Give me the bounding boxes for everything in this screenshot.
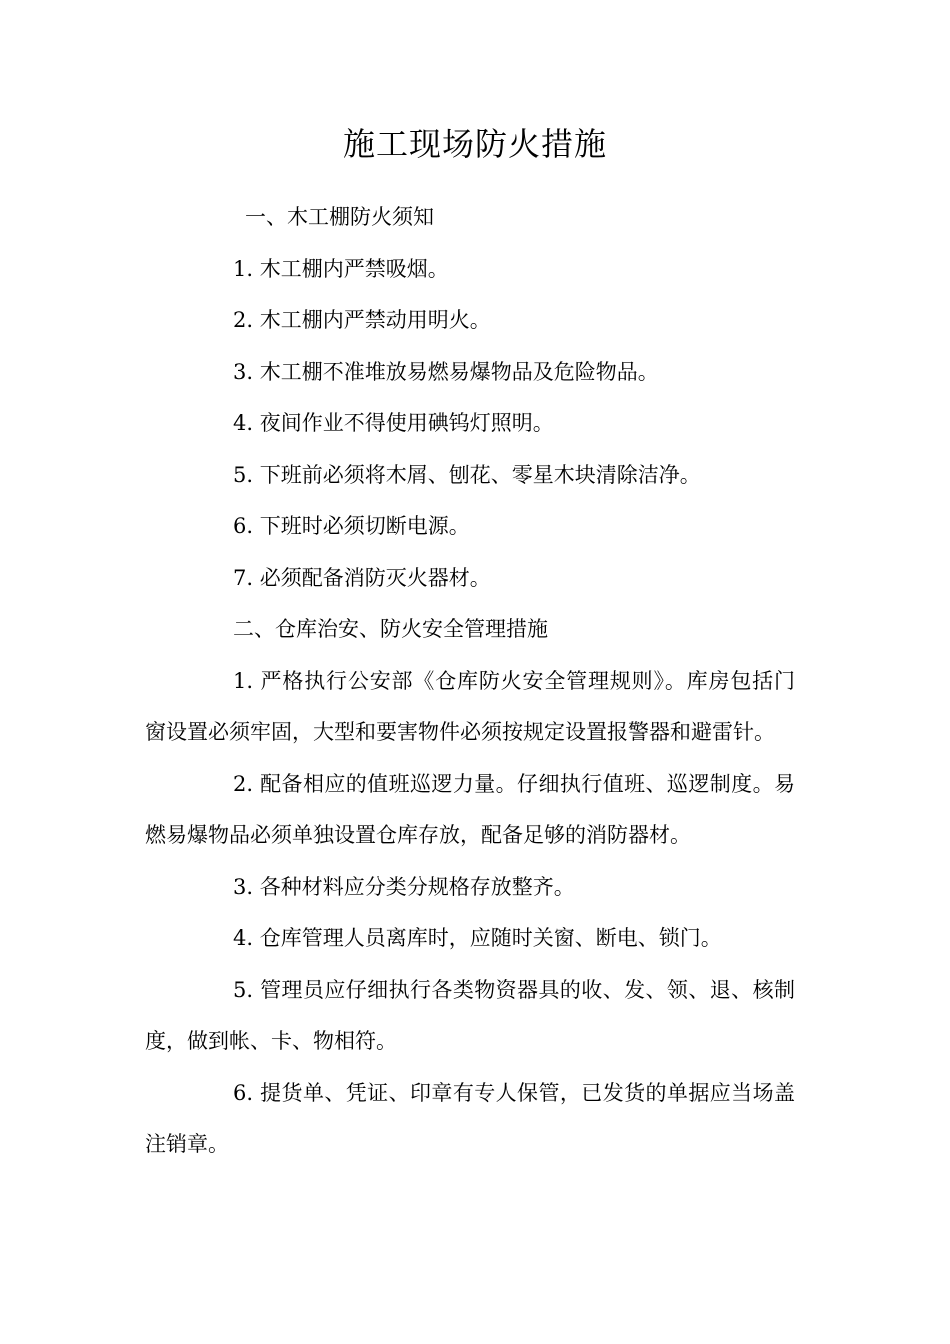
list-item: 4. 夜间作业不得使用碘钨灯照明。 [233, 411, 554, 435]
paragraph-item: 5. 管理员应仔细执行各类物资器具的收、发、领、退、核制度，做到帐、卡、物相符。 [145, 977, 795, 1053]
list-item: 3. 木工棚不准堆放易燃易爆物品及危险物品。 [233, 359, 659, 384]
paragraph-item: 3. 各种材料应分类分规格存放整齐。 [233, 874, 575, 899]
list-item: 6. 下班时必须切断电源。 [233, 514, 470, 538]
paragraph-item: 4. 仓库管理人员离库时，应随时关窗、断电、锁门。 [233, 926, 722, 950]
section-heading-1: 一、木工棚防火须知 [245, 205, 434, 229]
list-item: 1. 木工棚内严禁吸烟。 [233, 256, 449, 281]
list-item: 5. 下班前必须将木屑、刨花、零星木块清除洁净。 [233, 462, 701, 487]
paragraph-item: 1. 严格执行公安部《仓库防火安全管理规则》。库房包括门窗设置必须牢固，大型和要害物件必须按规定设置报警器和避雷针。 [145, 668, 795, 744]
paragraph-item: 2. 配备相应的值班巡逻力量。仔细执行值班、巡逻制度。易燃易爆物品必须单独设置仓库存放，配备足够的消防器材。 [145, 771, 795, 847]
section-heading-2: 二、仓库治安、防火安全管理措施 [233, 617, 548, 641]
document-body [145, 192, 795, 1171]
list-item: 7. 必须配备消防灭火器材。 [233, 565, 491, 590]
paragraph-item: 6. 提货单、凭证、印章有专人保管，已发货的单据应当场盖注销章。 [145, 1080, 795, 1156]
page-title: 施工现场防火措施 [342, 125, 607, 163]
list-item: 2. 木工棚内严禁动用明火。 [233, 308, 491, 332]
